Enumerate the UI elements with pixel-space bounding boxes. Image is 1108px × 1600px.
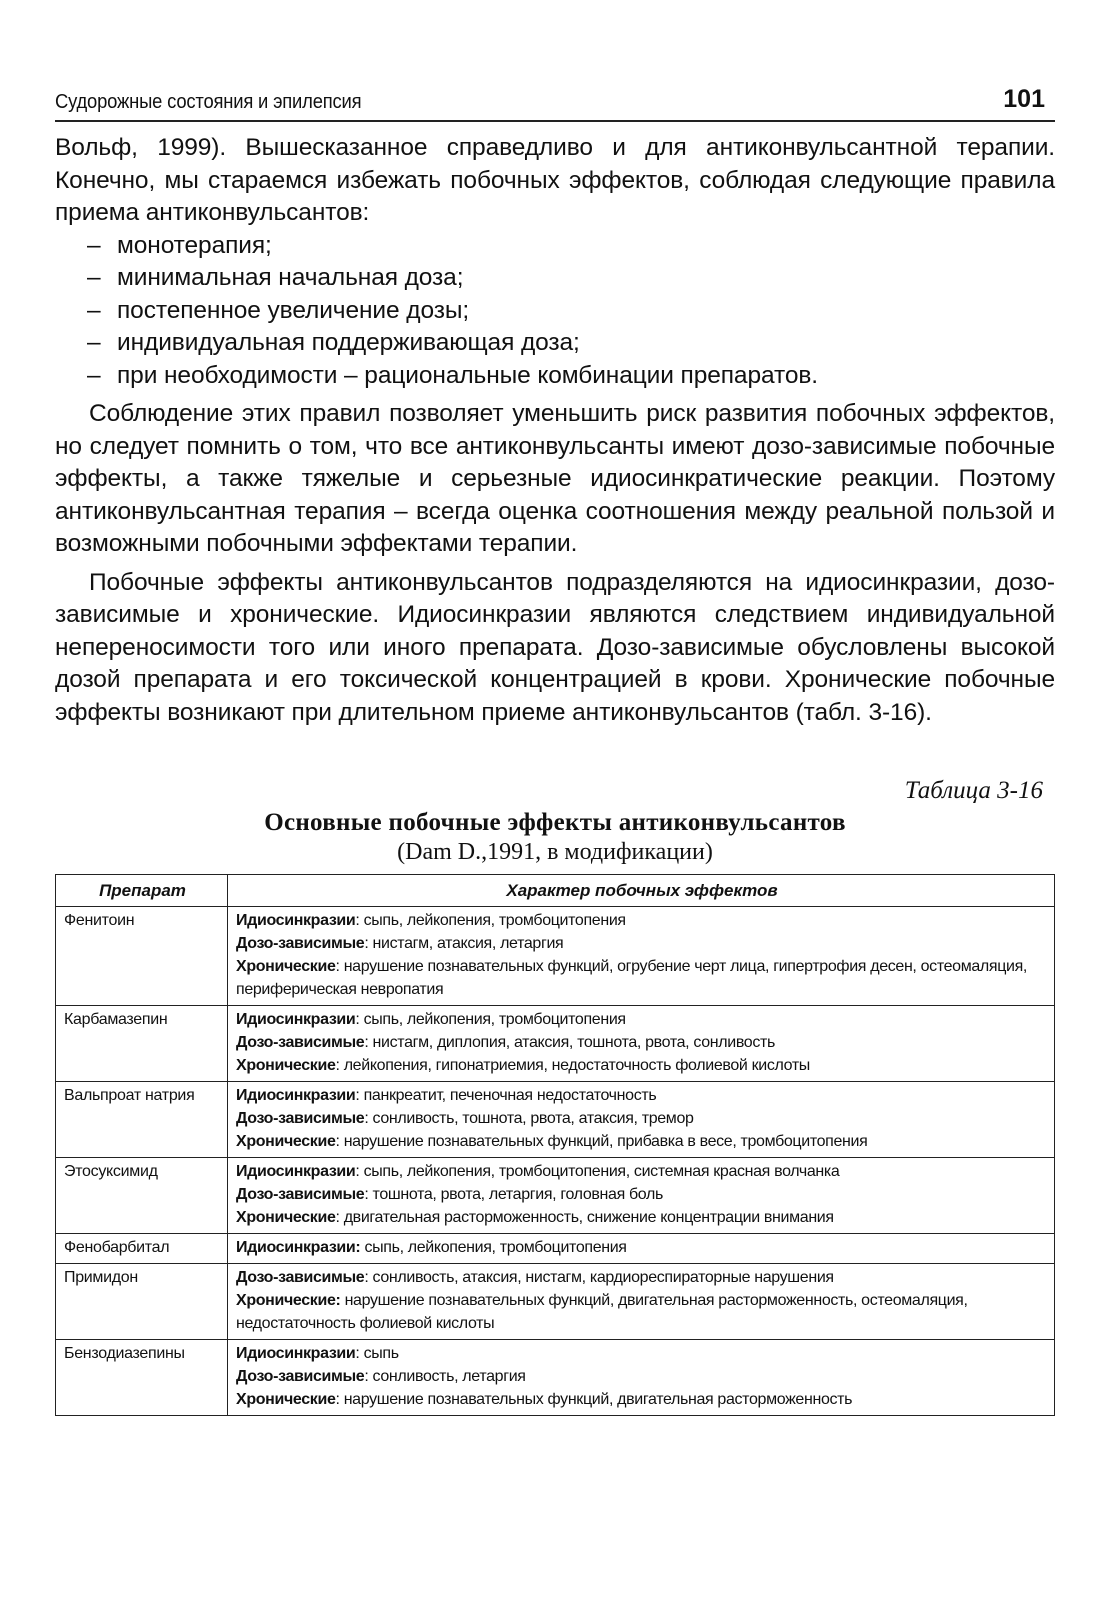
effect-category-label: Идиосинкразии xyxy=(236,1087,356,1104)
effect-description: : тошнота, рвота, летаргия, головная боль xyxy=(364,1186,663,1203)
drug-name-cell: Бензодиазепины xyxy=(56,1340,228,1416)
effects-cell xyxy=(228,1340,1055,1416)
effect-line xyxy=(236,909,1048,932)
body-text xyxy=(55,132,1055,729)
effect-line xyxy=(236,1084,1048,1107)
table-row xyxy=(56,1264,1055,1340)
effect-category-label: Хронические: xyxy=(236,1292,341,1309)
effect-category-label: Идиосинкразии xyxy=(236,1345,356,1362)
effect-line xyxy=(236,1388,1048,1411)
table-row xyxy=(56,1082,1055,1158)
table-label: Таблица 3-16 xyxy=(904,777,1043,804)
paragraph-effect-types: Побочные эффекты антиконвульсантов подразделяются на идиосинкразии, дозо-зависимые и хронические. Идиосинкразии являются следствием индивидуальной непереносимости того или иного препарата. Дозо-зависимые обусловлены высокой дозой препарата и его токсической концентрацией в крови. Хронические побочные эффекты возникают при длительном приеме антиконвульсантов (табл. 3-16). xyxy=(55,568,1055,726)
effects-cell xyxy=(228,1006,1055,1082)
effect-description: : сонливость, тошнота, рвота, атаксия, тремор xyxy=(364,1110,694,1127)
effect-description: нарушение познавательных функций, двигательная расторможенность, остеомаляция, недостаточность фолиевой кислоты xyxy=(236,1292,968,1332)
list-item: – монотерапия; xyxy=(87,230,1055,263)
effect-line xyxy=(236,1342,1048,1365)
effect-line xyxy=(236,1008,1048,1031)
effect-category-label: Идиосинкразии xyxy=(236,1163,356,1180)
effect-category-label: Хронические xyxy=(236,1209,336,1226)
table-header-row xyxy=(56,875,1055,907)
drug-name-cell: Примидон xyxy=(56,1264,228,1340)
effect-category-label: Хронические xyxy=(236,1057,336,1074)
table-row xyxy=(56,1006,1055,1082)
effect-line xyxy=(236,1130,1048,1153)
effect-line xyxy=(236,1266,1048,1289)
effect-category-label: Идиосинкразии xyxy=(236,1011,356,1028)
effect-category-label: Дозо-зависимые xyxy=(236,1034,365,1051)
effect-description: : нарушение познавательных функций, огрубение черт лица, гипертрофия десен, остеомаляция, периферическая невропатия xyxy=(236,958,1028,998)
effect-line xyxy=(236,955,1048,1001)
table-row xyxy=(56,1340,1055,1416)
list-item: – минимальная начальная доза; xyxy=(87,262,1055,295)
intro-paragraph: Вольф, 1999). Вышесказанное справедливо и для антиконвульсантной терапии. Конечно, мы стараемся избежать побочных эффектов, соблюдая следующие правила приема антиконвульсантов: xyxy=(55,134,1055,226)
effects-cell xyxy=(228,907,1055,1006)
effect-category-label: Дозо-зависимые xyxy=(236,1269,365,1286)
column-header-drug: Препарат xyxy=(56,875,228,907)
column-header-effects: Характер побочных эффектов xyxy=(228,875,1055,907)
effect-category-label: Идиосинкразии xyxy=(236,912,356,929)
list-item: – при необходимости – рациональные комбинации препаратов. xyxy=(87,360,1055,393)
drug-name-cell: Фенобарбитал xyxy=(56,1234,228,1264)
effect-description: : сыпь, лейкопения, тромбоцитопения xyxy=(355,912,626,929)
table-row xyxy=(56,907,1055,1006)
running-head xyxy=(55,70,1055,122)
list-item: – постепенное увеличение дозы; xyxy=(87,295,1055,328)
effect-category-label: Хронические xyxy=(236,958,336,975)
effect-line xyxy=(236,1289,1048,1335)
book-page xyxy=(55,70,1055,1416)
effect-description: : нистагм, атаксия, летаргия xyxy=(364,935,564,952)
effect-category-label: Хронические xyxy=(236,1133,336,1150)
effect-description: : нарушение познавательных функций, двигательная расторможенность xyxy=(335,1391,853,1408)
effect-description: : сонливость, атаксия, нистагм, кардиореспираторные нарушения xyxy=(364,1269,834,1286)
paragraph-rules-benefit: Соблюдение этих правил позволяет уменьшить риск развития побочных эффектов, но следует помнить о том, что все антиконвульсанты имеют дозо-зависимые побочные эффекты, а также тяжелые и серьезные идиосинкратические реакции. Поэтому антиконвульсантная терапия – всегда оценка соотношения между реальной пользой и возможными побочными эффектами терапии. xyxy=(55,400,1055,557)
side-effects-table xyxy=(55,874,1055,1416)
effect-category-label: Дозо-зависимые xyxy=(236,1110,365,1127)
running-head-title: Судорожные состояния и эпилепсия xyxy=(55,91,362,113)
table-row xyxy=(56,1158,1055,1234)
effect-description: : сонливость, летаргия xyxy=(364,1368,526,1385)
effect-description: : нистагм, диплопия, атаксия, тошнота, рвота, сонливость xyxy=(364,1034,775,1051)
drug-name-cell: Этосуксимид xyxy=(56,1158,228,1234)
effect-line xyxy=(236,932,1048,955)
drug-name-cell: Фенитоин xyxy=(56,907,228,1006)
effect-line xyxy=(236,1054,1048,1077)
table-title: Основные побочные эффекты антиконвульсантов xyxy=(264,809,846,836)
effect-line xyxy=(236,1206,1048,1229)
table-row xyxy=(56,1234,1055,1264)
drug-name-cell: Карбамазепин xyxy=(56,1006,228,1082)
effect-line xyxy=(236,1031,1048,1054)
effect-category-label: Дозо-зависимые xyxy=(236,1368,365,1385)
effects-cell xyxy=(228,1082,1055,1158)
effect-description: : сыпь xyxy=(355,1345,399,1362)
table-body xyxy=(56,907,1055,1416)
effect-line xyxy=(236,1365,1048,1388)
effects-cell xyxy=(228,1234,1055,1264)
effect-description: : сыпь, лейкопения, тромбоцитопения, системная красная волчанка xyxy=(355,1163,840,1180)
effect-line xyxy=(236,1160,1048,1183)
effect-description: : нарушение познавательных функций, прибавка в весе, тромбоцитопения xyxy=(335,1133,868,1150)
effect-description: : сыпь, лейкопения, тромбоцитопения xyxy=(355,1011,626,1028)
page-number: 101 xyxy=(1003,85,1045,113)
drug-name-cell: Вальпроат натрия xyxy=(56,1082,228,1158)
list-item: – индивидуальная поддерживающая доза; xyxy=(87,327,1055,360)
effect-description: : двигательная расторможенность, снижение концентрации внимания xyxy=(335,1209,834,1226)
effect-description: : лейкопения, гипонатриемия, недостаточность фолиевой кислоты xyxy=(335,1057,810,1074)
effect-category-label: Идиосинкразии: xyxy=(236,1239,361,1256)
effect-description: : панкреатит, печеночная недостаточность xyxy=(355,1087,657,1104)
effect-line xyxy=(236,1183,1048,1206)
table-subtitle: (Dam D.,1991, в модификации) xyxy=(397,839,713,865)
effect-category-label: Дозо-зависимые xyxy=(236,1186,365,1203)
effect-line xyxy=(236,1236,1048,1259)
effect-category-label: Хронические xyxy=(236,1391,336,1408)
effect-line xyxy=(236,1107,1048,1130)
rules-list xyxy=(55,230,1055,393)
effects-cell xyxy=(228,1264,1055,1340)
effect-category-label: Дозо-зависимые xyxy=(236,935,365,952)
effects-cell xyxy=(228,1158,1055,1234)
effect-description: сыпь, лейкопения, тромбоцитопения xyxy=(360,1239,627,1256)
